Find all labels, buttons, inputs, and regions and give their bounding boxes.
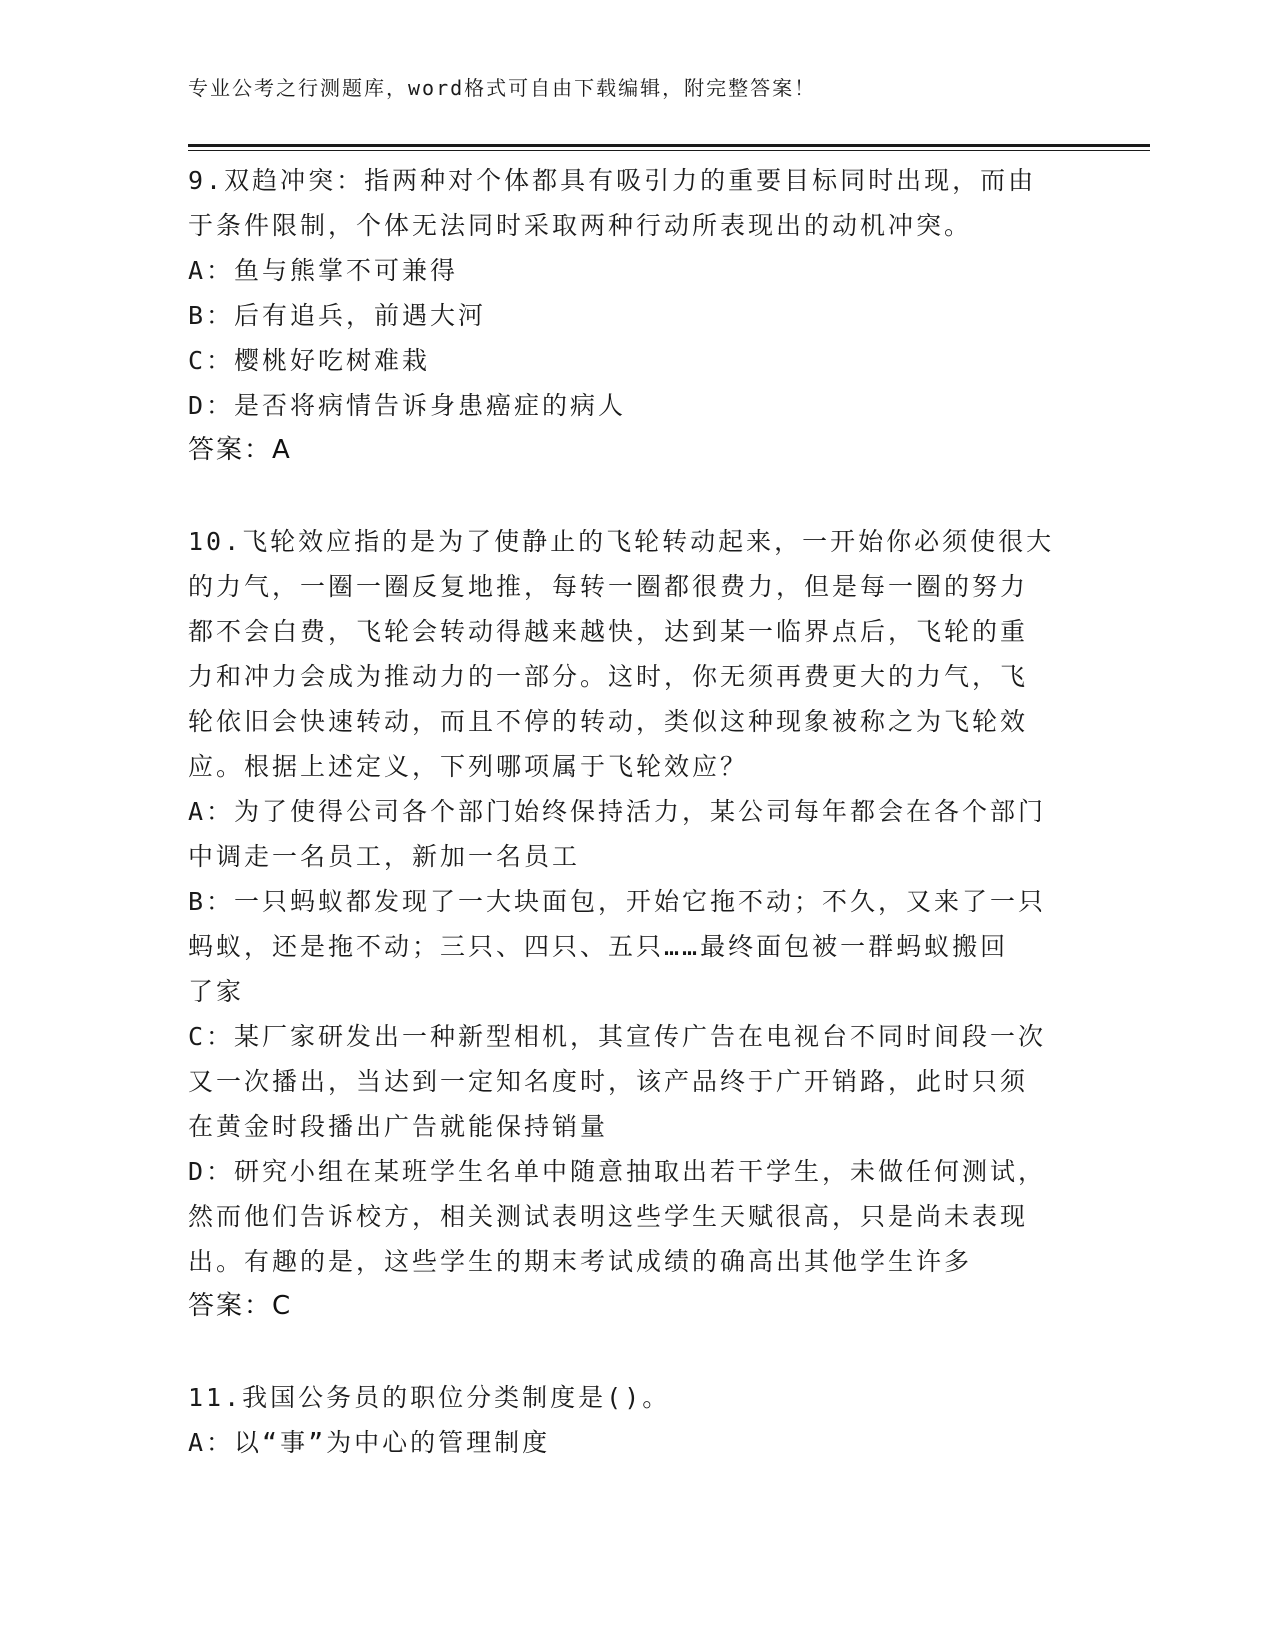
question-stem-line: 的力气，一圈一圈反复地推，每转一圈都很费力，但是每一圈的努力	[188, 572, 1029, 601]
question-stem-line: 9.双趋冲突：指两种对个体都具有吸引力的重要目标同时出现，而由	[188, 166, 1037, 195]
option-c-cont: 在黄金时段播出广告就能保持销量	[188, 1112, 609, 1141]
option-d-cont: 出。有趣的是，这些学生的期末考试成绩的确高出其他学生许多	[188, 1247, 973, 1276]
page-header: 专业公考之行测题库，word格式可自由下载编辑，附完整答案！	[188, 76, 817, 100]
option-b-cont: 了家	[188, 977, 245, 1006]
header-rule-thin	[188, 150, 1150, 151]
option-a: A：以“事”为中心的管理制度	[188, 1428, 551, 1457]
option-c: C：樱桃好吃树难栽	[188, 346, 431, 375]
question-9	[188, 158, 1088, 473]
option-d-cont: 然而他们告诉校方，相关测试表明这些学生天赋很高，只是尚未表现	[188, 1202, 1029, 1231]
question-stem-line: 力和冲力会成为推动力的一部分。这时，你无须再费更大的力气，飞	[188, 662, 1029, 691]
answer: 答案：A	[188, 435, 292, 465]
option-c-cont: 又一次播出，当达到一定知名度时，该产品终于广开销路，此时只须	[188, 1067, 1029, 1096]
question-stem-line: 轮依旧会快速转动，而且不停的转动，类似这种现象被称之为飞轮效	[188, 707, 1029, 736]
question-stem-line: 11.我国公务员的职位分类制度是()。	[188, 1383, 671, 1412]
option-a: A：鱼与熊掌不可兼得	[188, 256, 459, 285]
question-stem-line: 应。根据上述定义，下列哪项属于飞轮效应？	[188, 752, 749, 781]
header-rule-thick	[188, 144, 1150, 147]
question-stem-line: 10.飞轮效应指的是为了使静止的飞轮转动起来，一开始你必须使很大	[188, 527, 1055, 556]
question-list	[188, 158, 1088, 1465]
option-b: B：一只蚂蚁都发现了一大块面包，开始它拖不动；不久，又来了一只	[188, 887, 1047, 916]
option-a-cont: 中调走一名员工，新加一名员工	[188, 842, 581, 871]
option-d: D：是否将病情告诉身患癌症的病人	[188, 391, 627, 420]
question-stem-line: 于条件限制，个体无法同时采取两种行动所表现出的动机冲突。	[188, 211, 973, 240]
question-11	[188, 1375, 1088, 1465]
question-10	[188, 519, 1088, 1329]
option-a: A：为了使得公司各个部门始终保持活力，某公司每年都会在各个部门	[188, 797, 1047, 826]
option-b: B：后有追兵，前遇大河	[188, 301, 487, 330]
answer: 答案：C	[188, 1291, 293, 1321]
question-stem-line: 都不会白费，飞轮会转动得越来越快，达到某一临界点后，飞轮的重	[188, 617, 1029, 646]
option-d: D：研究小组在某班学生名单中随意抽取出若干学生，未做任何测试，	[188, 1157, 1047, 1186]
option-b-cont: 蚂蚁，还是拖不动；三只、四只、五只……最终面包被一群蚂蚁搬回	[188, 932, 1009, 961]
option-c: C：某厂家研发出一种新型相机，其宣传广告在电视台不同时间段一次	[188, 1022, 1047, 1051]
